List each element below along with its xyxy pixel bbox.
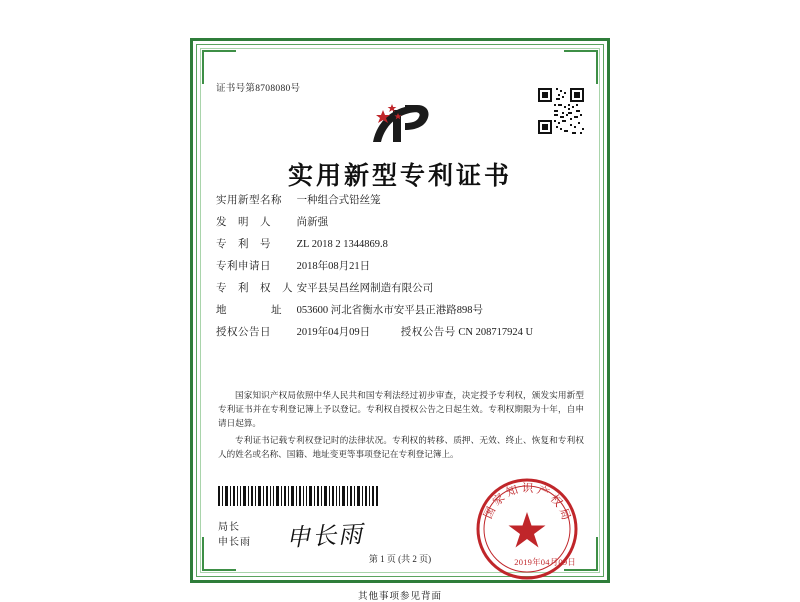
field-label-inventor: 发 明 人 — [216, 217, 271, 228]
svg-text:国家知识产权局: 国家知识产权局 — [482, 482, 573, 525]
field-row-patent-number — [216, 234, 586, 256]
certificate-number: 证书号第8708080号 — [216, 84, 301, 94]
page-title: 实用新型专利证书 — [287, 163, 512, 190]
qr-code — [536, 86, 586, 136]
handwritten-signature: 申长雨 — [285, 521, 365, 553]
field-value-patent-number: ZL 2018 2 1344869.8 — [296, 239, 388, 250]
field-label-grant-number: 授权公告号 — [400, 327, 456, 338]
page-indicator: 第 1 页 (共 2 页) — [368, 554, 432, 564]
field-label-patentee: 专 利 权 人 — [216, 283, 293, 294]
field-label-address: 地 址 — [216, 305, 282, 316]
field-label-application-date: 专利申请日 — [216, 261, 271, 272]
field-value-grant-date: 2019年04月09日 — [296, 327, 371, 338]
field-value-inventor: 尚新强 — [296, 217, 329, 228]
field-value-grant-number: CN 208717924 U — [458, 327, 534, 338]
field-row-name — [216, 190, 586, 212]
field-value-name: 一种组合式铅丝笼 — [296, 195, 381, 206]
seal-date: 2019年04月09日 — [514, 557, 576, 567]
field-row-grant — [216, 322, 586, 344]
field-list — [216, 190, 586, 344]
field-label-name: 实用新型名称 — [216, 195, 282, 206]
corner-ornament-top-left — [202, 50, 236, 84]
patent-office-logo-icon — [365, 96, 435, 152]
field-row-inventor — [216, 212, 586, 234]
legal-paragraph-1: 国家知识产权局依照中华人民共和国专利法经过初步审查，决定授予专利权，颁发实用新型专利证书并在专利登记簿上予以登记。专利权自授权公告之日起生效。专利权期限为十年，自申请日起算。 — [218, 390, 584, 428]
signatory-name: 申长雨 — [218, 537, 251, 548]
field-value-address: 053600 河北省衡水市安平县正港路898号 — [296, 305, 483, 316]
barcode — [218, 486, 378, 506]
field-label-patent-number: 专 利 号 — [216, 239, 271, 250]
legal-body-text — [218, 388, 584, 464]
field-row-application-date — [216, 256, 586, 278]
field-row-address — [216, 300, 586, 322]
corner-ornament-top-right — [564, 50, 598, 84]
field-value-patentee: 安平县吴昌丝网制造有限公司 — [296, 283, 434, 294]
footer-note: 其他事项参见背面 — [357, 592, 442, 602]
field-label-grant-date: 授权公告日 — [216, 327, 271, 338]
signatory-position: 局长 — [218, 522, 240, 533]
signatory-title — [218, 520, 251, 550]
field-row-patentee — [216, 278, 586, 300]
patent-certificate — [190, 38, 610, 583]
legal-paragraph-2: 专利证书记载专利权登记时的法律状况。专利权的转移、质押、无效、终止、恢复和专利权人的姓名或名称、国籍、地址变更等事项登记在专利登记簿上。 — [218, 435, 584, 459]
field-value-application-date: 2018年08月21日 — [296, 261, 371, 272]
